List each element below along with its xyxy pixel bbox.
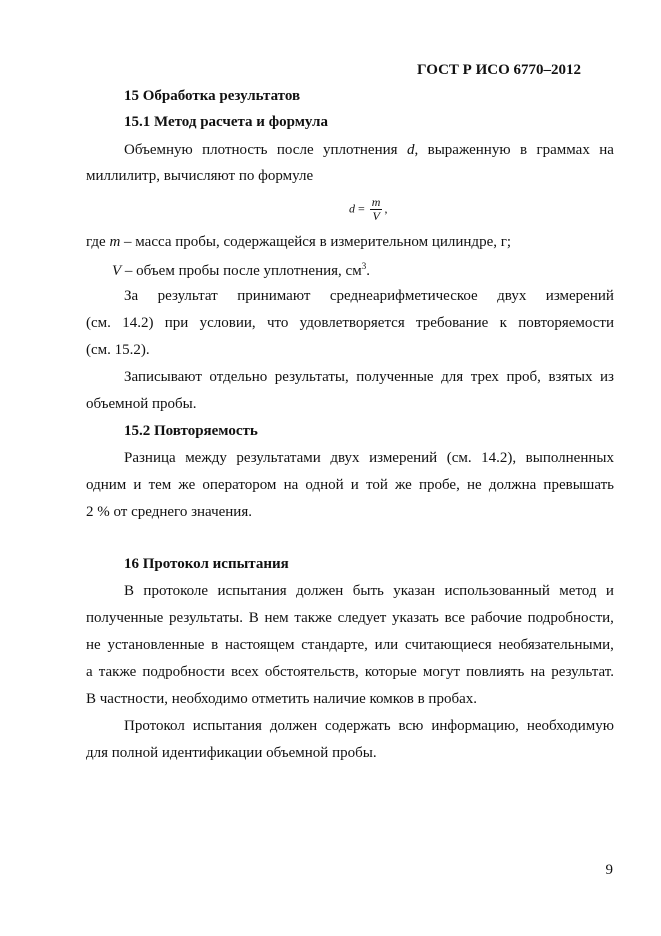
word: результаты. xyxy=(169,610,243,626)
paragraph-line: В частности, необходимо отметить наличие комков в пробах. xyxy=(86,691,477,707)
word: а xyxy=(86,664,93,680)
word: протоколе xyxy=(143,583,209,599)
paragraph-line: миллилитр, вычисляют по формуле xyxy=(86,168,314,184)
word: между xyxy=(185,450,227,466)
word: повторяемости xyxy=(518,315,614,331)
word: что xyxy=(266,315,289,331)
word: Объемную xyxy=(124,142,193,158)
word: стандарте, xyxy=(301,637,368,653)
word: использованный xyxy=(444,583,550,599)
variable-m: m xyxy=(109,234,121,250)
word: результаты, xyxy=(274,369,349,385)
word: Разница xyxy=(124,450,176,466)
word: подробности xyxy=(142,664,225,680)
word: содержать xyxy=(325,718,391,734)
word: также xyxy=(294,610,332,626)
word: установленные xyxy=(107,637,205,653)
word: уплотнения xyxy=(323,142,398,158)
word: метод xyxy=(559,583,597,599)
word: на xyxy=(530,664,546,680)
word: граммах xyxy=(536,142,590,158)
word: необходимую xyxy=(526,718,614,734)
subsection-15-2-title: 15.2 Повторяемость xyxy=(124,423,258,439)
paragraph-line: для полной идентификации объемной пробы. xyxy=(86,745,377,761)
word: той xyxy=(365,477,388,493)
word: двух xyxy=(330,450,360,466)
page-number: 9 xyxy=(605,862,613,878)
word: все xyxy=(444,610,466,626)
word: плотность xyxy=(202,142,268,158)
word: превышать xyxy=(543,477,614,493)
word: 14.2) xyxy=(122,315,154,331)
word: считающиеся xyxy=(404,637,492,653)
word: В xyxy=(124,583,135,599)
word: повлиять xyxy=(466,664,525,680)
formula-lhs: d xyxy=(349,201,355,216)
word: испытания xyxy=(192,718,262,734)
word: результат. xyxy=(551,664,614,680)
word: могут xyxy=(422,664,461,680)
section-15-title: 15 Обработка результатов xyxy=(124,88,301,104)
word: на xyxy=(283,477,299,493)
word: выполненных xyxy=(525,450,614,466)
word: одной xyxy=(305,477,344,493)
word: после xyxy=(276,142,314,158)
where-volume-text: – объем пробы после уплотнения, см xyxy=(121,263,362,279)
paragraph-line xyxy=(124,369,614,386)
formula-numerator: m xyxy=(371,195,381,209)
word: следует xyxy=(337,610,387,626)
word: пробе, xyxy=(418,477,460,493)
paragraph-line xyxy=(86,477,614,494)
word: указан xyxy=(393,583,436,599)
superscript-3: 3 xyxy=(361,261,367,271)
word: или xyxy=(374,637,399,653)
word: проб, xyxy=(506,369,541,385)
paragraph-line xyxy=(124,142,614,159)
word: в xyxy=(211,637,219,653)
standard-header: ГОСТ Р ИСО 6770–2012 xyxy=(417,62,581,78)
word: испытания xyxy=(217,583,287,599)
word: не xyxy=(466,477,482,493)
word: оператором xyxy=(202,477,277,493)
word: условии, xyxy=(199,315,256,331)
where-prefix: где xyxy=(86,234,110,250)
word: взятых xyxy=(548,369,593,385)
paragraph-line xyxy=(124,583,614,600)
section-16-title: 16 Протокол испытания xyxy=(124,556,289,572)
word: должен xyxy=(269,718,318,734)
paragraph-line xyxy=(124,450,614,467)
word: и xyxy=(133,477,142,493)
word: Протокол xyxy=(124,718,185,734)
word: d, xyxy=(406,142,419,158)
word: настоящем xyxy=(224,637,295,653)
word: на xyxy=(599,142,614,158)
word: подробности, xyxy=(527,610,614,626)
subsection-15-1-title: 15.1 Метод расчета и формула xyxy=(124,114,328,130)
word: тем xyxy=(148,477,172,493)
word: из xyxy=(600,369,614,385)
word: также xyxy=(98,664,137,680)
word: рабочие xyxy=(470,610,522,626)
where-volume-end: . xyxy=(366,263,370,279)
paragraph-line: 2 % от среднего значения. xyxy=(86,504,252,520)
word: указать xyxy=(392,610,439,626)
word: должна xyxy=(488,477,537,493)
word: же xyxy=(178,477,196,493)
word: требование xyxy=(416,315,489,331)
word: измерений xyxy=(545,288,614,304)
paragraph-line xyxy=(86,610,614,627)
word: 14.2), xyxy=(481,450,517,466)
word: всю xyxy=(398,718,424,734)
word: информацию, xyxy=(431,718,519,734)
word: же xyxy=(395,477,412,493)
word: результатами xyxy=(236,450,321,466)
word: двух xyxy=(497,288,527,304)
paragraph-line xyxy=(86,664,614,681)
word: трех xyxy=(470,369,499,385)
word: не xyxy=(86,637,101,653)
paragraph-line: (см. 15.2). xyxy=(86,342,150,358)
word: при xyxy=(164,315,189,331)
where-line-volume xyxy=(112,261,370,280)
word: необязательными, xyxy=(498,637,614,653)
word: к xyxy=(499,315,507,331)
word: Записывают xyxy=(124,369,202,385)
where-line-mass xyxy=(86,234,511,251)
word: измерений xyxy=(369,450,438,466)
word: удовлетворяется xyxy=(299,315,405,331)
word: В xyxy=(248,610,259,626)
formula-tail: , xyxy=(384,201,388,216)
word: в xyxy=(519,142,528,158)
paragraph-line xyxy=(124,718,614,735)
variable-v: V xyxy=(112,263,122,279)
formula-equals: = xyxy=(358,201,365,216)
word: полученные xyxy=(356,369,434,385)
paragraph-line xyxy=(124,288,614,305)
word: За xyxy=(124,288,139,304)
word: отдельно xyxy=(209,369,268,385)
word: выраженную xyxy=(427,142,511,158)
word: нем xyxy=(264,610,289,626)
paragraph-line xyxy=(86,315,614,332)
word: и xyxy=(605,583,614,599)
density-formula xyxy=(349,196,387,223)
word: полученные xyxy=(86,610,164,626)
word: принимают xyxy=(237,288,311,304)
word: среднеарифметическое xyxy=(329,288,478,304)
word: и xyxy=(350,477,359,493)
word: результат xyxy=(157,288,218,304)
word: одним xyxy=(86,477,127,493)
word: всех xyxy=(230,664,259,680)
word: быть xyxy=(352,583,384,599)
word: обстоятельств, xyxy=(264,664,359,680)
formula-denominator: V xyxy=(372,209,380,223)
word: которые xyxy=(364,664,417,680)
word: для xyxy=(441,369,464,385)
formula-fraction xyxy=(370,196,383,223)
where-mass-text: – масса пробы, содержащейся в измерительном цилиндре, г; xyxy=(120,234,512,250)
word: (см. xyxy=(446,450,472,466)
paragraph-line xyxy=(86,637,614,654)
word: должен xyxy=(296,583,344,599)
paragraph-line: объемной пробы. xyxy=(86,396,197,412)
word: (см. xyxy=(86,315,111,331)
